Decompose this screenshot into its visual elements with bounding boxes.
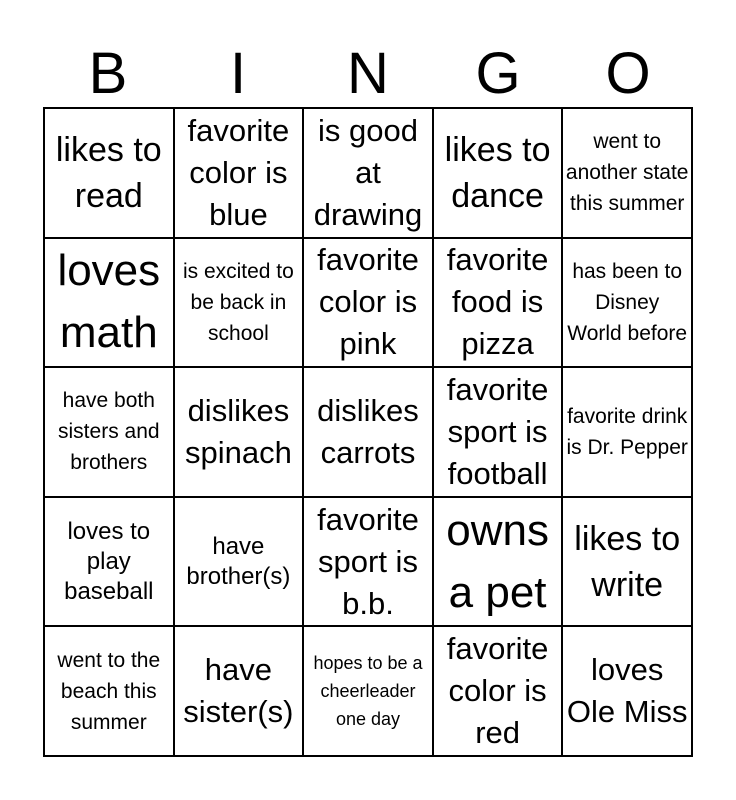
cell-text: have brother(s)	[186, 532, 291, 590]
bingo-cell[interactable]	[433, 497, 563, 627]
bingo-header	[43, 40, 693, 108]
bingo-cell[interactable]	[44, 497, 174, 627]
cell-text: favorite sport is b.b.	[317, 501, 419, 621]
cell-text: is good at drawing	[313, 112, 423, 232]
cell-text: is excited to be back in school	[182, 259, 294, 345]
bingo-cell[interactable]	[174, 497, 304, 627]
cell-text: favorite color is pink	[317, 242, 419, 362]
bingo-cell[interactable]	[303, 238, 433, 368]
cell-text: likes to dance	[444, 130, 551, 215]
cell-text: owns a pet	[446, 505, 549, 617]
cell-text: went to the beach this summer	[57, 648, 161, 734]
bingo-cell[interactable]	[562, 367, 692, 497]
bingo-cell[interactable]	[174, 367, 304, 497]
cell-text: likes to read	[55, 130, 162, 215]
cell-text: likes to write	[574, 519, 681, 604]
bingo-cell[interactable]	[433, 626, 563, 756]
cell-text: dislikes carrots	[317, 392, 419, 470]
cell-text: have sister(s)	[183, 652, 294, 730]
cell-text: loves Ole Miss	[566, 652, 688, 730]
cell-text: has been to Disney World before	[567, 259, 688, 345]
cell-text: favorite color is blue	[187, 112, 290, 232]
cell-text: hopes to be a cheerleader one day	[313, 653, 423, 730]
bingo-cell[interactable]	[44, 626, 174, 756]
bingo-cell[interactable]	[174, 626, 304, 756]
cell-text: favorite sport is football	[446, 371, 549, 491]
header-letter-g: G	[475, 41, 521, 106]
cell-text: dislikes spinach	[184, 392, 292, 470]
bingo-cell[interactable]	[303, 108, 433, 238]
bingo-cell[interactable]	[174, 108, 304, 238]
header-letter-i: I	[229, 41, 247, 106]
bingo-cell[interactable]	[433, 108, 563, 238]
bingo-cell[interactable]	[44, 108, 174, 238]
bingo-cell[interactable]	[303, 497, 433, 627]
bingo-cell[interactable]	[44, 238, 174, 368]
header-letter-o: O	[605, 41, 651, 106]
bingo-cell[interactable]	[562, 238, 692, 368]
bingo-cell[interactable]	[433, 367, 563, 497]
bingo-cell[interactable]	[303, 626, 433, 756]
cell-text: loves math	[57, 246, 161, 358]
cell-text: favorite drink is Dr. Pepper	[566, 404, 688, 459]
bingo-cell[interactable]	[562, 626, 692, 756]
bingo-cell[interactable]	[303, 367, 433, 497]
bingo-cell[interactable]	[562, 497, 692, 627]
bingo-grid	[43, 107, 693, 757]
cell-text: loves to play baseball	[64, 517, 154, 605]
cell-text: have both sisters and brothers	[58, 389, 160, 475]
cell-text: favorite food is pizza	[446, 242, 549, 362]
bingo-cell[interactable]	[562, 108, 692, 238]
cell-text: went to another state this summer	[565, 130, 689, 216]
cell-text: favorite color is red	[446, 631, 549, 751]
bingo-cell[interactable]	[433, 238, 563, 368]
header-letter-n: N	[347, 41, 389, 106]
bingo-cell[interactable]	[174, 238, 304, 368]
bingo-cell[interactable]	[44, 367, 174, 497]
header-letter-b: B	[88, 41, 128, 106]
